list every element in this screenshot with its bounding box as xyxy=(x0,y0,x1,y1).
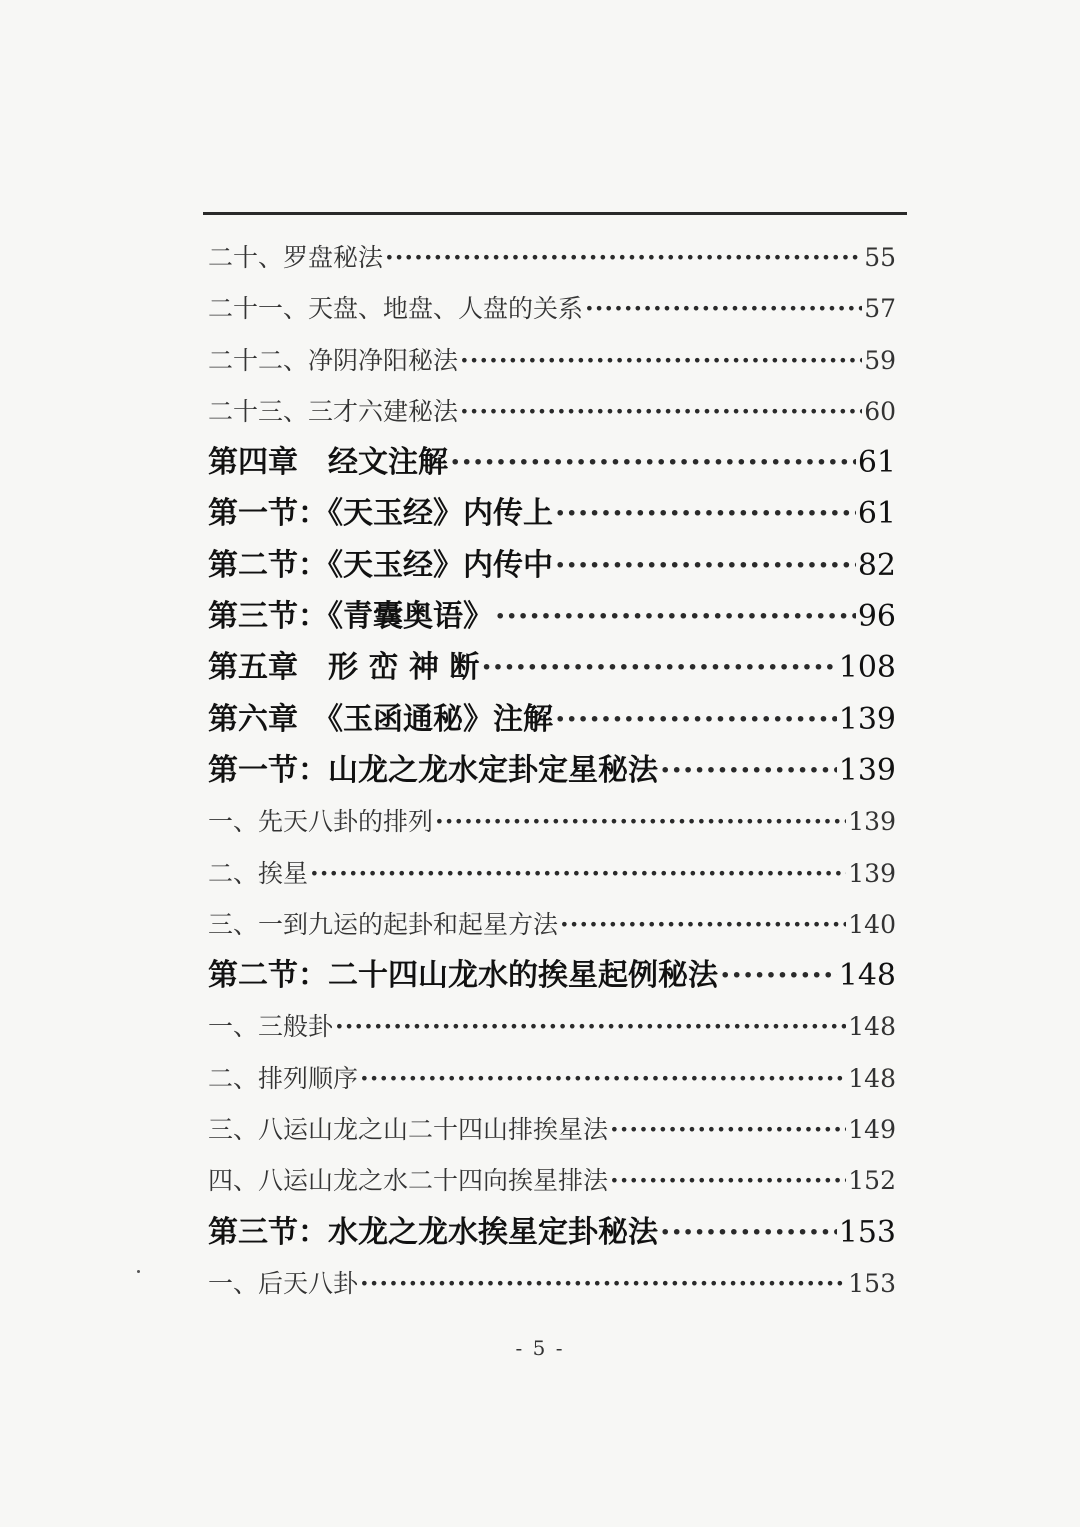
scan-speck xyxy=(137,1270,140,1273)
header-rule xyxy=(203,212,907,215)
toc-chapter-heading xyxy=(208,437,896,488)
toc-entry-page: 148 xyxy=(838,958,896,994)
toc-section-heading xyxy=(208,950,896,1001)
toc-entry-page: 60 xyxy=(864,396,896,426)
toc-entry-page: 152 xyxy=(848,1166,896,1196)
toc-entry-title: 三、八运山龙之山二十四山排挨星法 xyxy=(208,1115,609,1145)
dot-leader xyxy=(560,899,846,950)
toc-entry-page: 139 xyxy=(838,701,896,737)
toc-entry-page: 57 xyxy=(864,294,896,324)
dot-leader xyxy=(660,1207,837,1258)
toc-entry-title: 第二节：《天玉经》内传中 xyxy=(208,547,553,583)
dot-leader xyxy=(555,488,856,539)
toc-entry-page: 153 xyxy=(838,1214,896,1250)
toc-entry xyxy=(208,1053,896,1104)
dot-leader xyxy=(460,386,862,437)
toc-entry-title: 四、八运山龙之水二十四向挨星排法 xyxy=(208,1166,609,1196)
toc-entry-title: 一、先天八卦的排列 xyxy=(208,807,434,837)
toc-section-heading xyxy=(208,745,896,796)
table-of-contents xyxy=(208,232,896,1309)
toc-entry-title: 第三节：水龙之龙水挨星定卦秘法 xyxy=(208,1214,658,1250)
dot-leader xyxy=(555,694,837,745)
toc-entry xyxy=(208,386,896,437)
toc-entry-title: 一、三般卦 xyxy=(208,1012,334,1042)
dot-leader xyxy=(660,745,837,796)
toc-entry-title: 二、挨星 xyxy=(208,858,309,888)
dot-leader xyxy=(585,283,862,334)
toc-chapter-heading xyxy=(208,694,896,745)
toc-section-heading xyxy=(208,1207,896,1258)
toc-entry-title: 第四章 经文注解 xyxy=(208,445,448,481)
toc-entry-title: 二十、罗盘秘法 xyxy=(208,243,384,272)
toc-entry-title: 二十二、净阴净阳秘法 xyxy=(208,345,459,375)
dot-leader xyxy=(460,335,862,386)
toc-entry-page: 148 xyxy=(848,1063,896,1093)
page-number: - 5 - xyxy=(515,1336,565,1360)
toc-entry-page: 139 xyxy=(848,807,896,837)
toc-entry-title: 二、排列顺序 xyxy=(208,1063,359,1093)
toc-section-heading xyxy=(208,591,896,642)
dot-leader xyxy=(310,848,846,899)
toc-entry-page: 149 xyxy=(848,1115,896,1145)
dot-leader xyxy=(335,1001,846,1052)
toc-entry xyxy=(208,848,896,899)
dot-leader xyxy=(450,437,856,488)
toc-chapter-heading xyxy=(208,642,896,693)
toc-entry xyxy=(208,232,896,283)
toc-entry xyxy=(208,899,896,950)
dot-leader xyxy=(720,950,837,1001)
toc-entry xyxy=(208,1001,896,1052)
toc-entry-title: 第二节：二十四山龙水的挨星起例秘法 xyxy=(208,958,718,994)
toc-entry-page: 59 xyxy=(864,345,896,375)
toc-entry-page: 139 xyxy=(848,858,896,888)
toc-entry xyxy=(208,335,896,386)
toc-entry-page: 55 xyxy=(864,243,896,272)
toc-entry-title: 一、后天八卦 xyxy=(208,1268,359,1298)
dot-leader xyxy=(481,642,836,693)
toc-entry xyxy=(208,283,896,334)
dot-leader xyxy=(385,232,862,283)
toc-entry-title: 第六章 《玉函通秘》注解 xyxy=(208,701,553,737)
toc-entry xyxy=(208,1155,896,1206)
dot-leader xyxy=(555,540,856,591)
toc-entry-title: 第五章 形 峦 神 断 xyxy=(208,650,480,686)
dot-leader xyxy=(495,591,856,642)
toc-entry-page: 140 xyxy=(848,909,896,939)
toc-entry-page: 96 xyxy=(857,599,896,635)
dot-leader xyxy=(360,1053,846,1104)
toc-entry-page: 148 xyxy=(848,1012,896,1042)
toc-entry-page: 82 xyxy=(857,547,896,583)
dot-leader xyxy=(435,796,846,847)
toc-entry xyxy=(208,796,896,847)
toc-entry-title: 三、一到九运的起卦和起星方法 xyxy=(208,909,559,939)
toc-entry-title: 第一节：《天玉经》内传上 xyxy=(208,496,553,532)
toc-entry-title: 第一节：山龙之龙水定卦定星秘法 xyxy=(208,752,658,788)
toc-entry-page: 61 xyxy=(857,445,896,481)
toc-section-heading xyxy=(208,540,896,591)
toc-entry-page: 61 xyxy=(857,496,896,532)
toc-entry-page: 139 xyxy=(838,752,896,788)
dot-leader xyxy=(610,1155,846,1206)
toc-section-heading xyxy=(208,488,896,539)
toc-entry xyxy=(208,1104,896,1155)
toc-entry xyxy=(208,1258,896,1309)
toc-entry-page: 108 xyxy=(838,650,896,686)
toc-entry-title: 二十三、三才六建秘法 xyxy=(208,396,459,426)
toc-entry-title: 第三节：《青囊奥语》 xyxy=(208,599,493,635)
dot-leader xyxy=(360,1258,846,1309)
dot-leader xyxy=(610,1104,846,1155)
toc-entry-title: 二十一、天盘、地盘、人盘的关系 xyxy=(208,294,584,324)
toc-entry-page: 153 xyxy=(848,1268,896,1298)
